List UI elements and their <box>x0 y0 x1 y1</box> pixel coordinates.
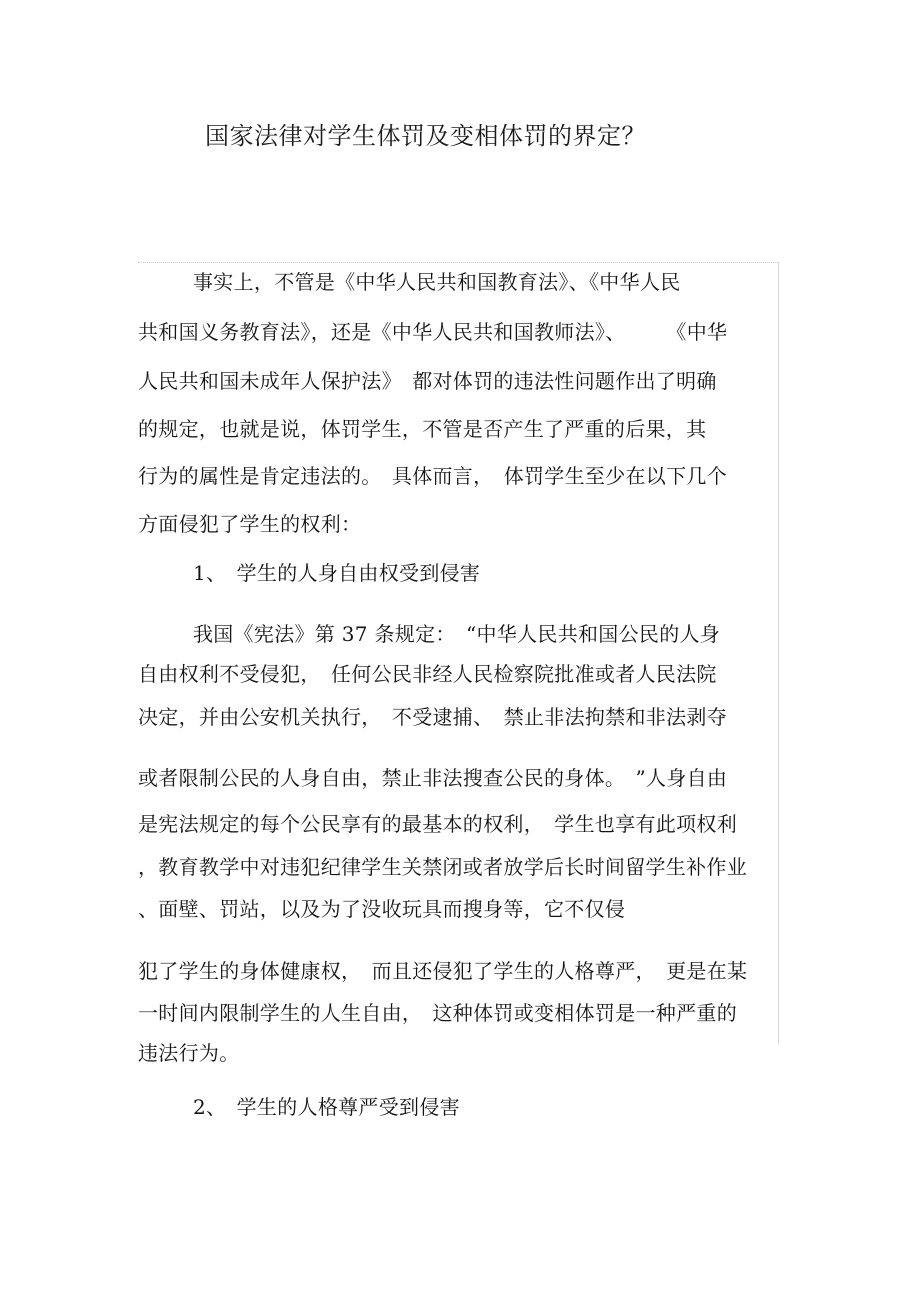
paragraph-line: 是宪法规定的每个公民享有的最基本的权利， 学生也享有此项权利 <box>138 812 737 836</box>
document-title: 国家法律对学生体罚及变相体罚的界定？ <box>205 122 646 150</box>
paragraph-line: 行为的属性是肯定违法的。 具体而言， 体罚学生至少在以下几个 <box>138 464 727 488</box>
paragraph-line: 一时间内限制学生的人生自由， 这种体罚或变相体罚是一种严重的 <box>138 1001 737 1025</box>
section-heading-2: 2、 学生的人格尊严受到侵害 <box>193 1095 460 1119</box>
paragraph-line: 、面壁、罚站，以及为了没收玩具而搜身等，它不仅侵 <box>138 897 626 921</box>
paragraph-line: 犯了学生的身体健康权， 而且还侵犯了学生的人格尊严， 更是在某 <box>138 959 748 983</box>
paragraph-line: ，教育教学中对违犯纪律学生关禁闭或者放学后长时间留学生补作业 <box>138 855 747 879</box>
paragraph-line: 方面侵犯了学生的权利： <box>138 512 362 536</box>
paragraph-line: 自由权利不受侵犯， 任何公民非经人民检察院批准或者人民法院 <box>138 662 717 686</box>
paragraph-line: 决定，并由公安机关执行， 不受逮捕、 禁止非法拘禁和非法剥夺 <box>138 705 727 729</box>
paragraph-line: 违法行为。 <box>138 1041 240 1065</box>
frame-top-border <box>138 262 778 263</box>
section-heading-1: 1、 学生的人身自由权受到侵害 <box>193 561 481 585</box>
paragraph-line: 或者限制公民的人身自由，禁止非法搜查公民的身体。 ”人身自由 <box>138 766 728 790</box>
frame-right-border <box>778 262 779 1044</box>
paragraph-line: 人民共和国未成年人保护法》 都对体罚的违法性问题作出了明确 <box>138 369 717 393</box>
paragraph-line: 事实上，不管是《中华人民共和国教育法》、《中华人民 <box>193 270 681 294</box>
paragraph-line: 的规定，也就是说，体罚学生，不管是否产生了严重的后果，其 <box>138 417 707 441</box>
paragraph-line: 共和国义务教育法》，还是《中华人民共和国教师法》、 《中华 <box>138 320 728 344</box>
paragraph-line: 我国《宪法》第 37 条规定： “中华人民共和国公民的人身 <box>193 622 721 646</box>
